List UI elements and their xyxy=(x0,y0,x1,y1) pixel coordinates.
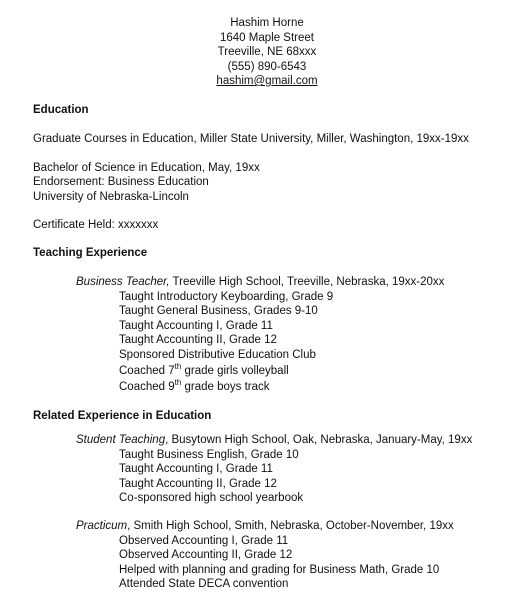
university: University of Nebraska-Lincoln xyxy=(33,191,189,203)
practicum-place: , Smith High School, Smith, Nebraska, October-November, 19xx xyxy=(127,520,454,532)
certificate: Certificate Held: xxxxxxx xyxy=(33,219,159,231)
practicum-role: Practicum xyxy=(76,520,128,532)
endorsement: Endorsement: Business Education xyxy=(33,176,209,188)
list-item: Attended State DECA convention xyxy=(119,578,289,590)
teaching-heading: Teaching Experience xyxy=(33,247,148,259)
list-item: Taught General Business, Grades 9-10 xyxy=(119,305,318,317)
list-item: Taught Accounting I, Grade 11 xyxy=(119,463,273,475)
student-teaching-place: , Busytown High School, Oak, Nebraska, January-May, 19xx xyxy=(165,434,473,446)
street-address: 1640 Maple Street xyxy=(220,31,314,44)
list-item: Observed Accounting I, Grade 11 xyxy=(119,535,289,547)
list-item: Taught Introductory Keyboarding, Grade 9 xyxy=(119,291,334,303)
list-item: Observed Accounting II, Grade 12 xyxy=(119,549,293,561)
list-item: Sponsored Distributive Education Club xyxy=(119,349,316,361)
graduate-courses: Graduate Courses in Education, Miller State University, Miller, Washington, 19xx-19xx xyxy=(33,133,469,145)
student-teaching-position xyxy=(76,433,472,448)
student-teaching-role: Student Teaching xyxy=(76,434,166,446)
teaching-place: Treeville High School, Treeville, Nebraska, 19xx-20xx xyxy=(169,276,445,288)
list-item-coached-volleyball: Coached 7th grade girls volleyball xyxy=(119,362,289,377)
list-item: Taught Accounting II, Grade 12 xyxy=(119,478,277,490)
teaching-role: Business Teacher, xyxy=(76,276,170,288)
teaching-position xyxy=(76,275,444,290)
list-item: Taught Accounting II, Grade 12 xyxy=(119,334,277,346)
list-item: Taught Accounting I, Grade 11 xyxy=(119,320,273,332)
list-item: Helped with planning and grading for Business Math, Grade 10 xyxy=(119,564,440,576)
phone-number: (555) 890-6543 xyxy=(227,60,307,73)
applicant-name: Hashim Horne xyxy=(230,17,304,29)
degree: Bachelor of Science in Education, May, 19xx xyxy=(33,162,260,174)
contact-header xyxy=(0,16,530,89)
list-item-coached-track: Coached 9th grade boys track xyxy=(119,378,270,393)
email-link[interactable]: hashim@gmail.com xyxy=(216,75,318,87)
education-heading: Education xyxy=(33,104,89,116)
list-item: Taught Business English, Grade 10 xyxy=(119,449,299,461)
city-state-zip: Treeville, NE 68xxx xyxy=(217,46,317,58)
practicum-position xyxy=(76,519,454,534)
list-item: Co-sponsored high school yearbook xyxy=(119,492,304,504)
related-heading: Related Experience in Education xyxy=(33,410,212,422)
